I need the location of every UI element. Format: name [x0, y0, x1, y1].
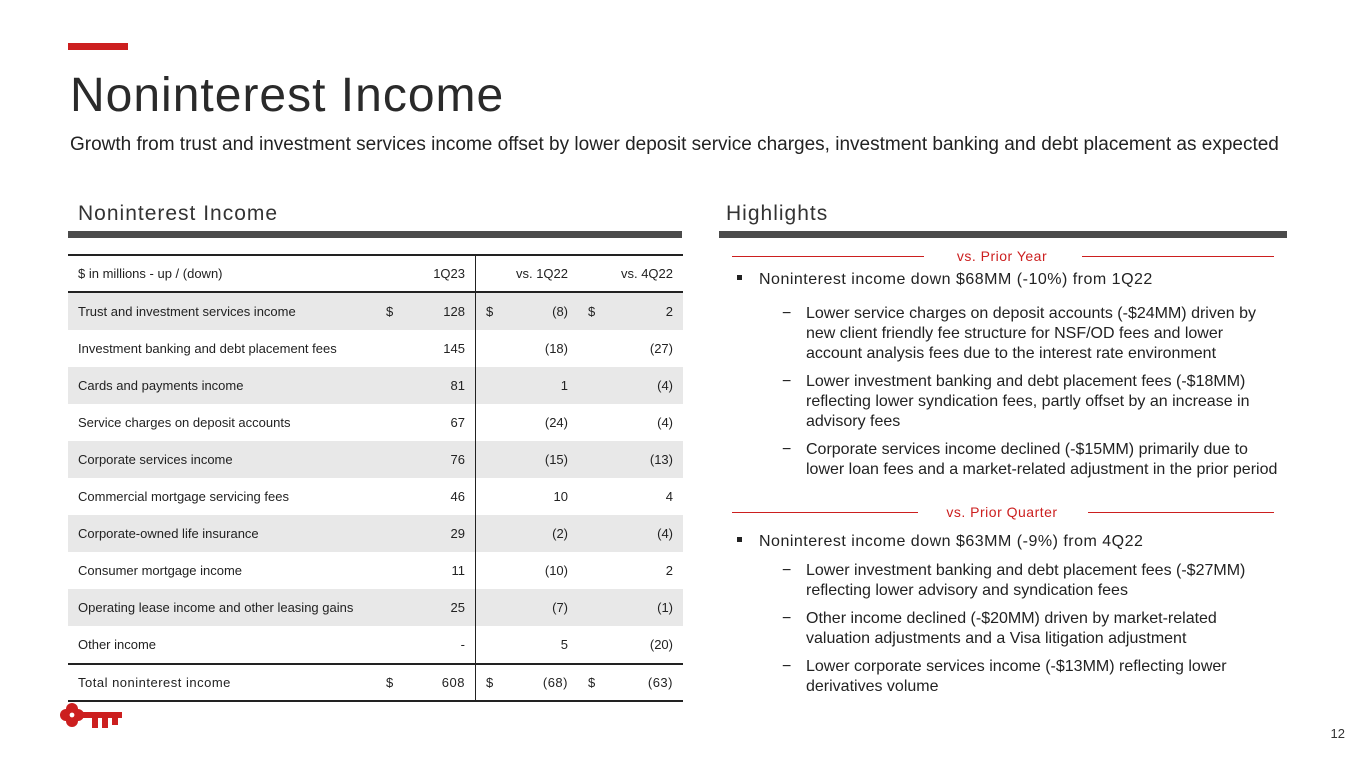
square-bullet-icon	[737, 537, 742, 542]
row-label: Corporate services income	[68, 441, 376, 478]
list-item-text: Lower corporate services income (-$13MM) reflecting lower derivatives volume	[806, 658, 1227, 695]
cell-vs-4q22: (27)	[649, 341, 673, 356]
prior-quarter-divider-label: vs. Prior Quarter	[946, 504, 1058, 520]
currency-symbol: $	[486, 675, 494, 690]
bullet-text: Noninterest income down $63MM (-9%) from 4Q22	[759, 533, 1144, 550]
cell-vs-1q22: 5	[560, 637, 568, 652]
dash-bullet-icon: −	[782, 305, 792, 322]
prior-quarter-bullet	[737, 533, 1143, 551]
cell-vs-4q22: (4)	[657, 415, 673, 430]
table-row	[68, 367, 683, 404]
list-item	[782, 372, 1282, 432]
cell-vs-4q22: (13)	[578, 441, 683, 478]
cell-vs-4q22	[578, 292, 683, 330]
highlights-heading: Highlights	[726, 202, 829, 225]
cell-value: 2	[665, 304, 673, 319]
total-label: Total noninterest income	[68, 664, 376, 701]
cell-value: 608	[441, 675, 465, 690]
cell-vs-1q22: (15)	[476, 441, 579, 478]
row-label: Corporate-owned life insurance	[68, 515, 376, 552]
row-label: Trust and investment services income	[68, 292, 376, 330]
cell-vs-4q22: (20)	[649, 637, 673, 652]
row-label: Other income	[78, 637, 157, 652]
cell-1q23: 145	[376, 330, 476, 367]
cell-vs-4q22: (4)	[578, 367, 683, 404]
cell-1q23: 76	[376, 441, 476, 478]
list-item	[782, 440, 1282, 480]
total-vs-1q22	[476, 664, 579, 701]
table-row	[68, 478, 683, 515]
cell-vs-1q22: (7)	[476, 589, 579, 626]
table-total-row	[68, 664, 683, 701]
prior-quarter-divider-left	[732, 512, 918, 513]
table-section-rule	[68, 231, 682, 238]
cell-1q23: -	[376, 626, 476, 664]
table-row	[68, 552, 683, 589]
page-subtitle: Growth from trust and investment services income offset by lower deposit service charges, investment banking and debt placement as expected	[70, 134, 1279, 155]
list-item-text: Lower service charges on deposit accounts (-$24MM) driven by new client friendly fee structure for NSF/OD fees and lower account analysis fees due to the interest rate environment	[806, 305, 1256, 362]
table-row	[68, 404, 683, 441]
currency-symbol: $	[486, 304, 494, 319]
table-row	[68, 330, 683, 367]
cell-1q23: 67	[376, 404, 476, 441]
cell-vs-1q22: (24)	[544, 415, 568, 430]
dash-bullet-icon: −	[782, 562, 792, 579]
currency-symbol: $	[588, 304, 596, 319]
table-row	[68, 626, 683, 664]
cell-1q23: 11	[376, 552, 476, 589]
cell-vs-1q22	[476, 292, 579, 330]
row-label: Service charges on deposit accounts	[78, 415, 291, 430]
prior-year-divider-label: vs. Prior Year	[956, 248, 1048, 264]
cell-1q23: 81	[376, 367, 476, 404]
row-label: Cards and payments income	[68, 367, 376, 404]
table-row	[68, 292, 683, 330]
cell-1q23	[376, 292, 476, 330]
cell-vs-4q22: 4	[665, 489, 673, 504]
cell-vs-1q22: 10	[553, 489, 568, 504]
cell-1q23: 29	[376, 515, 476, 552]
list-item-text: Other income declined (-$20MM) driven by market-related valuation adjustments and a Visa litigation adjustment	[806, 610, 1217, 647]
page-title: Noninterest Income	[70, 69, 505, 122]
currency-symbol: $	[386, 675, 394, 690]
table-row	[68, 515, 683, 552]
column-header-label: $ in millions - up / (down)	[68, 255, 376, 292]
cell-vs-1q22: 1	[476, 367, 579, 404]
prior-year-divider-right	[1082, 256, 1274, 257]
currency-symbol: $	[386, 304, 394, 319]
list-item	[782, 304, 1282, 364]
prior-year-divider-left	[732, 256, 924, 257]
prior-quarter-subpoints	[782, 561, 1282, 705]
key-logo-icon	[58, 703, 124, 735]
title-accent-bar	[68, 43, 128, 50]
dash-bullet-icon: −	[782, 441, 792, 458]
list-item	[782, 609, 1282, 649]
list-item-text: Lower investment banking and debt placement fees (-$27MM) reflecting lower advisory and syndication fees	[806, 562, 1246, 599]
total-1q23	[376, 664, 476, 701]
dash-bullet-icon: −	[782, 373, 792, 390]
row-label: Operating lease income and other leasing gains	[68, 589, 376, 626]
cell-value: (8)	[552, 304, 568, 319]
table-row	[68, 589, 683, 626]
row-label: Commercial mortgage servicing fees	[78, 489, 289, 504]
cell-value: (68)	[542, 675, 568, 690]
highlights-section-rule	[719, 231, 1287, 238]
page-number: 12	[1330, 726, 1345, 741]
prior-year-bullet	[737, 271, 1153, 289]
list-item	[782, 657, 1282, 697]
cell-vs-1q22: (10)	[544, 563, 568, 578]
list-item-text: Corporate services income declined (-$15MM) primarily due to lower loan fees and a market-related adjustment in the prior period	[806, 441, 1278, 478]
prior-quarter-divider-right	[1088, 512, 1274, 513]
dash-bullet-icon: −	[782, 658, 792, 675]
bullet-text: Noninterest income down $68MM (-10%) from 1Q22	[759, 271, 1153, 288]
prior-year-subpoints	[782, 304, 1282, 488]
table-section-heading: Noninterest Income	[78, 202, 279, 225]
cell-vs-1q22: (2)	[476, 515, 579, 552]
cell-1q23: 46	[376, 478, 476, 515]
cell-value: (63)	[647, 675, 673, 690]
cell-vs-4q22: (4)	[578, 515, 683, 552]
row-label: Investment banking and debt placement fees	[78, 341, 337, 356]
cell-vs-4q22: 2	[665, 563, 673, 578]
column-header-vs-4q22: vs. 4Q22	[578, 255, 683, 292]
noninterest-income-table	[68, 254, 683, 702]
table-row	[68, 441, 683, 478]
total-vs-4q22	[578, 664, 683, 701]
currency-symbol: $	[588, 675, 596, 690]
list-item	[782, 561, 1282, 601]
cell-value: 128	[443, 304, 465, 319]
square-bullet-icon	[737, 275, 742, 280]
dash-bullet-icon: −	[782, 610, 792, 627]
cell-vs-4q22: (1)	[578, 589, 683, 626]
column-header-vs-1q22: vs. 1Q22	[476, 255, 579, 292]
cell-1q23: 25	[376, 589, 476, 626]
table-header-row	[68, 255, 683, 292]
list-item-text: Lower investment banking and debt placement fees (-$18MM) reflecting lower syndication fees, partly offset by an increase in advisory fees	[806, 373, 1250, 430]
column-header-1q23: 1Q23	[376, 255, 476, 292]
row-label: Consumer mortgage income	[78, 563, 243, 578]
cell-vs-1q22: (18)	[544, 341, 568, 356]
